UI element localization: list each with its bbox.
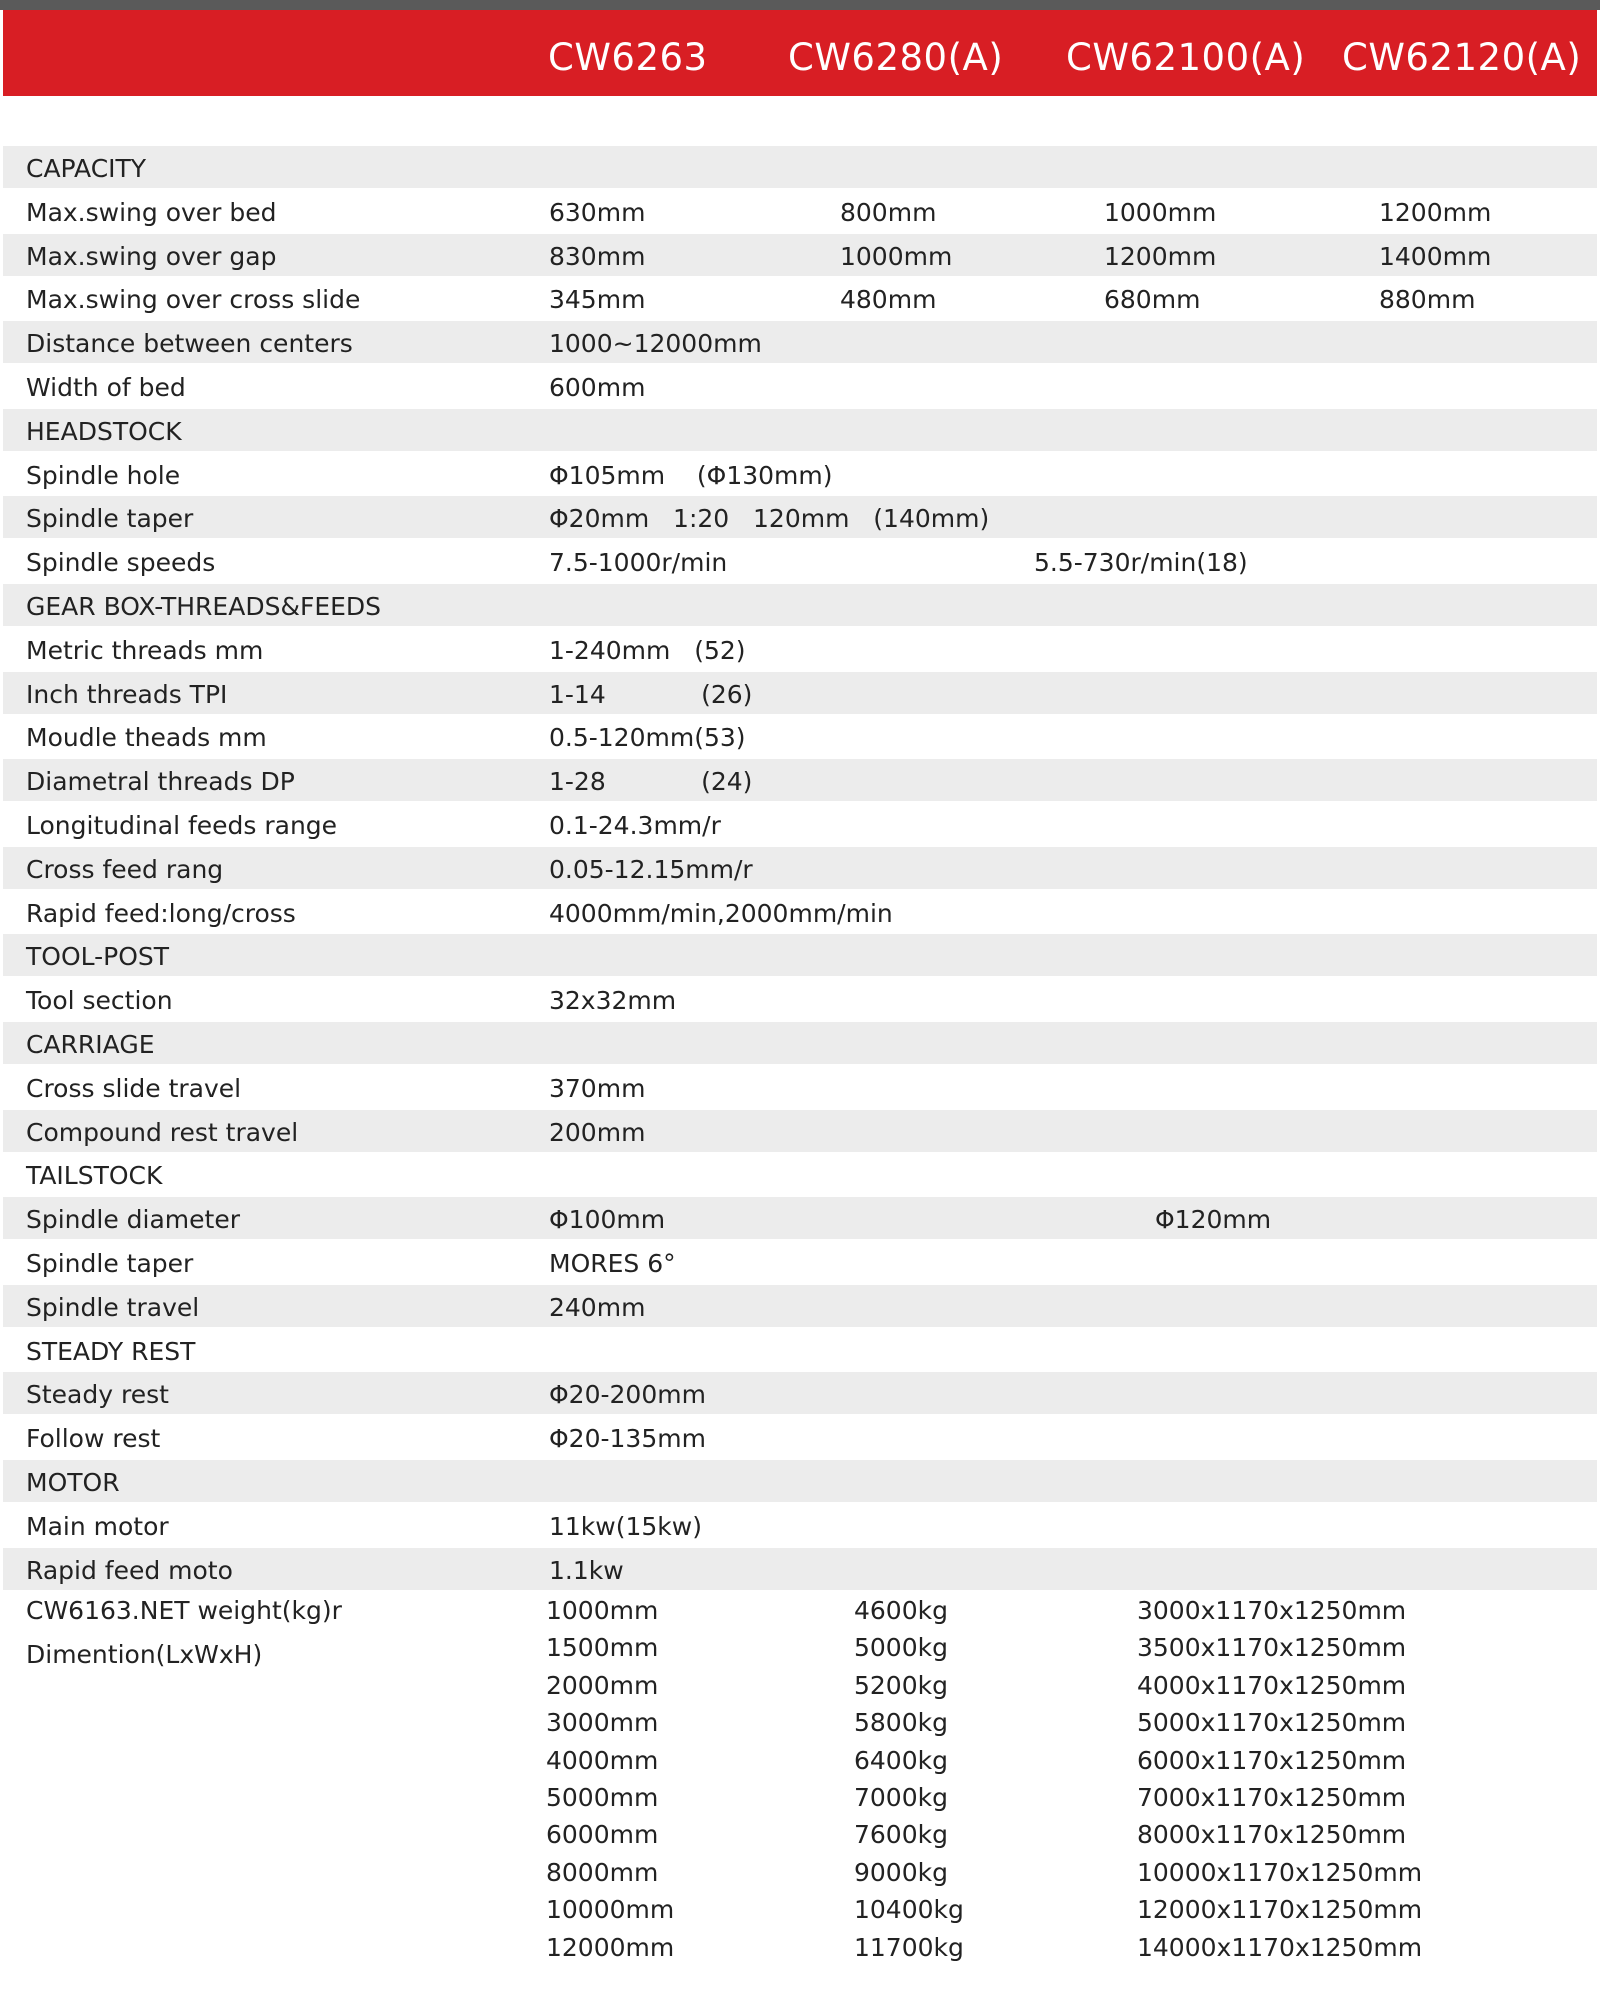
spec-row [3, 1548, 1597, 1590]
weight-cell: 8000mm [546, 1857, 659, 1887]
weight-cell: 5000mm [546, 1783, 659, 1812]
spec-row [3, 1197, 1597, 1239]
spec-value: 1000~12000mm [549, 329, 762, 359]
spec-row [3, 1285, 1597, 1327]
spec-value: 1200mm [1104, 241, 1217, 271]
weight-label: Dimention(LxWxH) [26, 1640, 263, 1669]
spec-value: 680mm [1104, 285, 1201, 315]
spec-value: Φ20mm 1:20 120mm (140mm) [549, 504, 990, 534]
spec-row [3, 453, 1597, 495]
spec-row [3, 1022, 1597, 1064]
spec-value: 0.1-24.3mm/r [549, 811, 721, 840]
spec-label: GEAR BOX-THREADS&FEEDS [26, 592, 382, 621]
spec-label: CAPACITY [26, 154, 147, 183]
spec-label: Rapid feed:long/cross [26, 898, 296, 928]
spec-row [3, 1241, 1597, 1283]
spec-value: 345mm [549, 285, 646, 315]
spec-row [3, 1372, 1597, 1414]
spec-row [3, 584, 1597, 626]
spec-value: Φ120mm [1155, 1205, 1272, 1235]
spec-label: TOOL-POST [26, 942, 170, 972]
weight-cell: 2000mm [546, 1670, 659, 1700]
spec-row [3, 321, 1597, 363]
spec-value: 5.5-730r/min(18) [1034, 548, 1248, 578]
spec-label: Spindle taper [26, 1249, 194, 1278]
model-cw6280a: CW6280(A) [788, 36, 1004, 79]
spec-value: Φ20-200mm [549, 1380, 706, 1410]
spec-value: 1.1kw [549, 1555, 624, 1585]
spec-row [3, 1504, 1597, 1546]
spec-value: 4000mm/min,2000mm/min [549, 898, 893, 928]
weight-cell: 12000x1170x1250mm [1137, 1895, 1423, 1925]
spec-row [3, 190, 1597, 232]
spec-value: 880mm [1379, 285, 1476, 315]
weight-cell: 3500x1170x1250mm [1137, 1633, 1407, 1663]
spec-value: 630mm [549, 197, 646, 227]
weight-cell: 3000mm [546, 1708, 659, 1738]
spec-value: 480mm [840, 285, 937, 315]
spec-value: 830mm [549, 241, 646, 271]
spec-label: Longitudinal feeds range [26, 811, 338, 840]
spec-label: Rapid feed moto [26, 1555, 233, 1585]
spec-row [3, 1153, 1597, 1195]
spec-value: 7.5-1000r/min [549, 548, 728, 578]
spec-label: MOTOR [26, 1468, 120, 1497]
weight-cell: 14000x1170x1250mm [1137, 1932, 1423, 1962]
spec-value: 1-240mm (52) [549, 635, 746, 665]
spec-value: 1200mm [1379, 197, 1492, 227]
top-strip [0, 0, 1600, 10]
weight-cell: 10000mm [546, 1895, 675, 1925]
spec-row [3, 540, 1597, 582]
spec-label: Steady rest [26, 1380, 169, 1410]
spec-row [3, 277, 1597, 319]
model-cw62120a: CW62120(A) [1342, 36, 1582, 79]
spec-label: Compound rest travel [26, 1117, 299, 1147]
spec-label: Spindle taper [26, 504, 194, 534]
spec-value: 0.05-12.15mm/r [549, 854, 753, 884]
spec-value: 1400mm [1379, 241, 1492, 271]
spec-label: Max.swing over gap [26, 241, 277, 271]
weight-cell: 7000x1170x1250mm [1137, 1783, 1407, 1812]
spec-value: 1-28 (24) [549, 767, 753, 797]
spec-label: Spindle speeds [26, 548, 216, 578]
weight-cell: 7000kg [854, 1783, 948, 1812]
weight-cell: 4000mm [546, 1745, 659, 1775]
spec-label: Diametral threads DP [26, 767, 295, 797]
spec-row [3, 978, 1597, 1020]
weight-cell: 4000x1170x1250mm [1137, 1670, 1407, 1700]
spec-value: 32x32mm [549, 986, 677, 1016]
spec-label: Spindle hole [26, 460, 181, 490]
weight-cell: 5000kg [854, 1633, 948, 1663]
weight-cell: 10000x1170x1250mm [1137, 1857, 1423, 1887]
spec-label: TAILSTOCK [26, 1161, 163, 1191]
spec-value: 0.5-120mm(53) [549, 723, 746, 753]
spec-row [3, 847, 1597, 889]
spec-label: Metric threads mm [26, 635, 264, 665]
model-cw62100a: CW62100(A) [1066, 36, 1306, 79]
spec-row [3, 628, 1597, 670]
spec-row [3, 759, 1597, 801]
spec-label: Main motor [26, 1511, 169, 1541]
spec-value: MORES 6° [549, 1249, 676, 1278]
spec-value: Φ105mm (Φ130mm) [549, 460, 833, 490]
spec-value: 1000mm [840, 241, 953, 271]
spec-label: HEADSTOCK [26, 416, 182, 446]
model-cw6263: CW6263 [548, 36, 708, 79]
spec-row [3, 934, 1597, 976]
spec-value: 600mm [549, 373, 646, 402]
model-header [3, 10, 1597, 96]
spec-label: CARRIAGE [26, 1030, 155, 1059]
weight-cell: 1000mm [546, 1596, 659, 1625]
spec-row [3, 1416, 1597, 1458]
spec-value: 370mm [549, 1073, 646, 1103]
spec-value: 1-14 (26) [549, 679, 753, 709]
spec-row [3, 1110, 1597, 1152]
weight-cell: 5200kg [854, 1670, 948, 1700]
weight-cell: 11700kg [854, 1932, 964, 1962]
spec-value: 200mm [549, 1117, 646, 1147]
weight-cell: 5800kg [854, 1708, 948, 1738]
spec-row [3, 891, 1597, 933]
spec-row [3, 365, 1597, 407]
spec-row [3, 1460, 1597, 1502]
spec-label: Cross feed rang [26, 854, 224, 884]
spec-label: Inch threads TPI [26, 679, 228, 709]
weight-cell: 6000mm [546, 1820, 659, 1850]
spec-label: Spindle travel [26, 1292, 200, 1322]
weight-cell: 1500mm [546, 1633, 659, 1663]
spec-row [3, 1329, 1597, 1371]
spec-row [3, 234, 1597, 276]
spec-row [3, 672, 1597, 714]
spec-value: 240mm [549, 1292, 646, 1322]
weight-cell: 5000x1170x1250mm [1137, 1708, 1407, 1738]
spec-label: Cross slide travel [26, 1073, 242, 1103]
weight-cell: 3000x1170x1250mm [1137, 1596, 1407, 1625]
spec-row [3, 146, 1597, 188]
weight-cell: 8000x1170x1250mm [1137, 1820, 1407, 1850]
spec-row [3, 803, 1597, 845]
spec-label: Distance between centers [26, 329, 353, 359]
weight-cell: 9000kg [854, 1857, 948, 1887]
spec-row [3, 715, 1597, 757]
spec-row [3, 1066, 1597, 1108]
weight-cell: 6400kg [854, 1745, 948, 1775]
spec-row [3, 496, 1597, 538]
spec-value: 800mm [840, 197, 937, 227]
spec-value: Φ20-135mm [549, 1424, 706, 1454]
spec-label: Max.swing over cross slide [26, 285, 361, 315]
weight-cell: 12000mm [546, 1932, 675, 1962]
spec-value: 11kw(15kw) [549, 1511, 702, 1541]
spec-value: 1000mm [1104, 197, 1217, 227]
spec-label: Spindle diameter [26, 1205, 241, 1235]
spec-label: Follow rest [26, 1424, 161, 1454]
spec-label: Tool section [26, 986, 173, 1016]
weight-cell: 6000x1170x1250mm [1137, 1745, 1407, 1775]
spec-row [3, 409, 1597, 451]
weight-label: CW6163.NET weight(kg)r [26, 1596, 342, 1625]
spec-label: Moudle theads mm [26, 723, 267, 753]
weight-cell: 10400kg [854, 1895, 964, 1925]
weight-cell: 4600kg [854, 1596, 948, 1625]
weight-cell: 7600kg [854, 1820, 948, 1850]
spec-value: Φ100mm [549, 1205, 666, 1235]
spec-label: Width of bed [26, 373, 186, 402]
spec-label: STEADY REST [26, 1336, 196, 1366]
spec-label: Max.swing over bed [26, 197, 277, 227]
